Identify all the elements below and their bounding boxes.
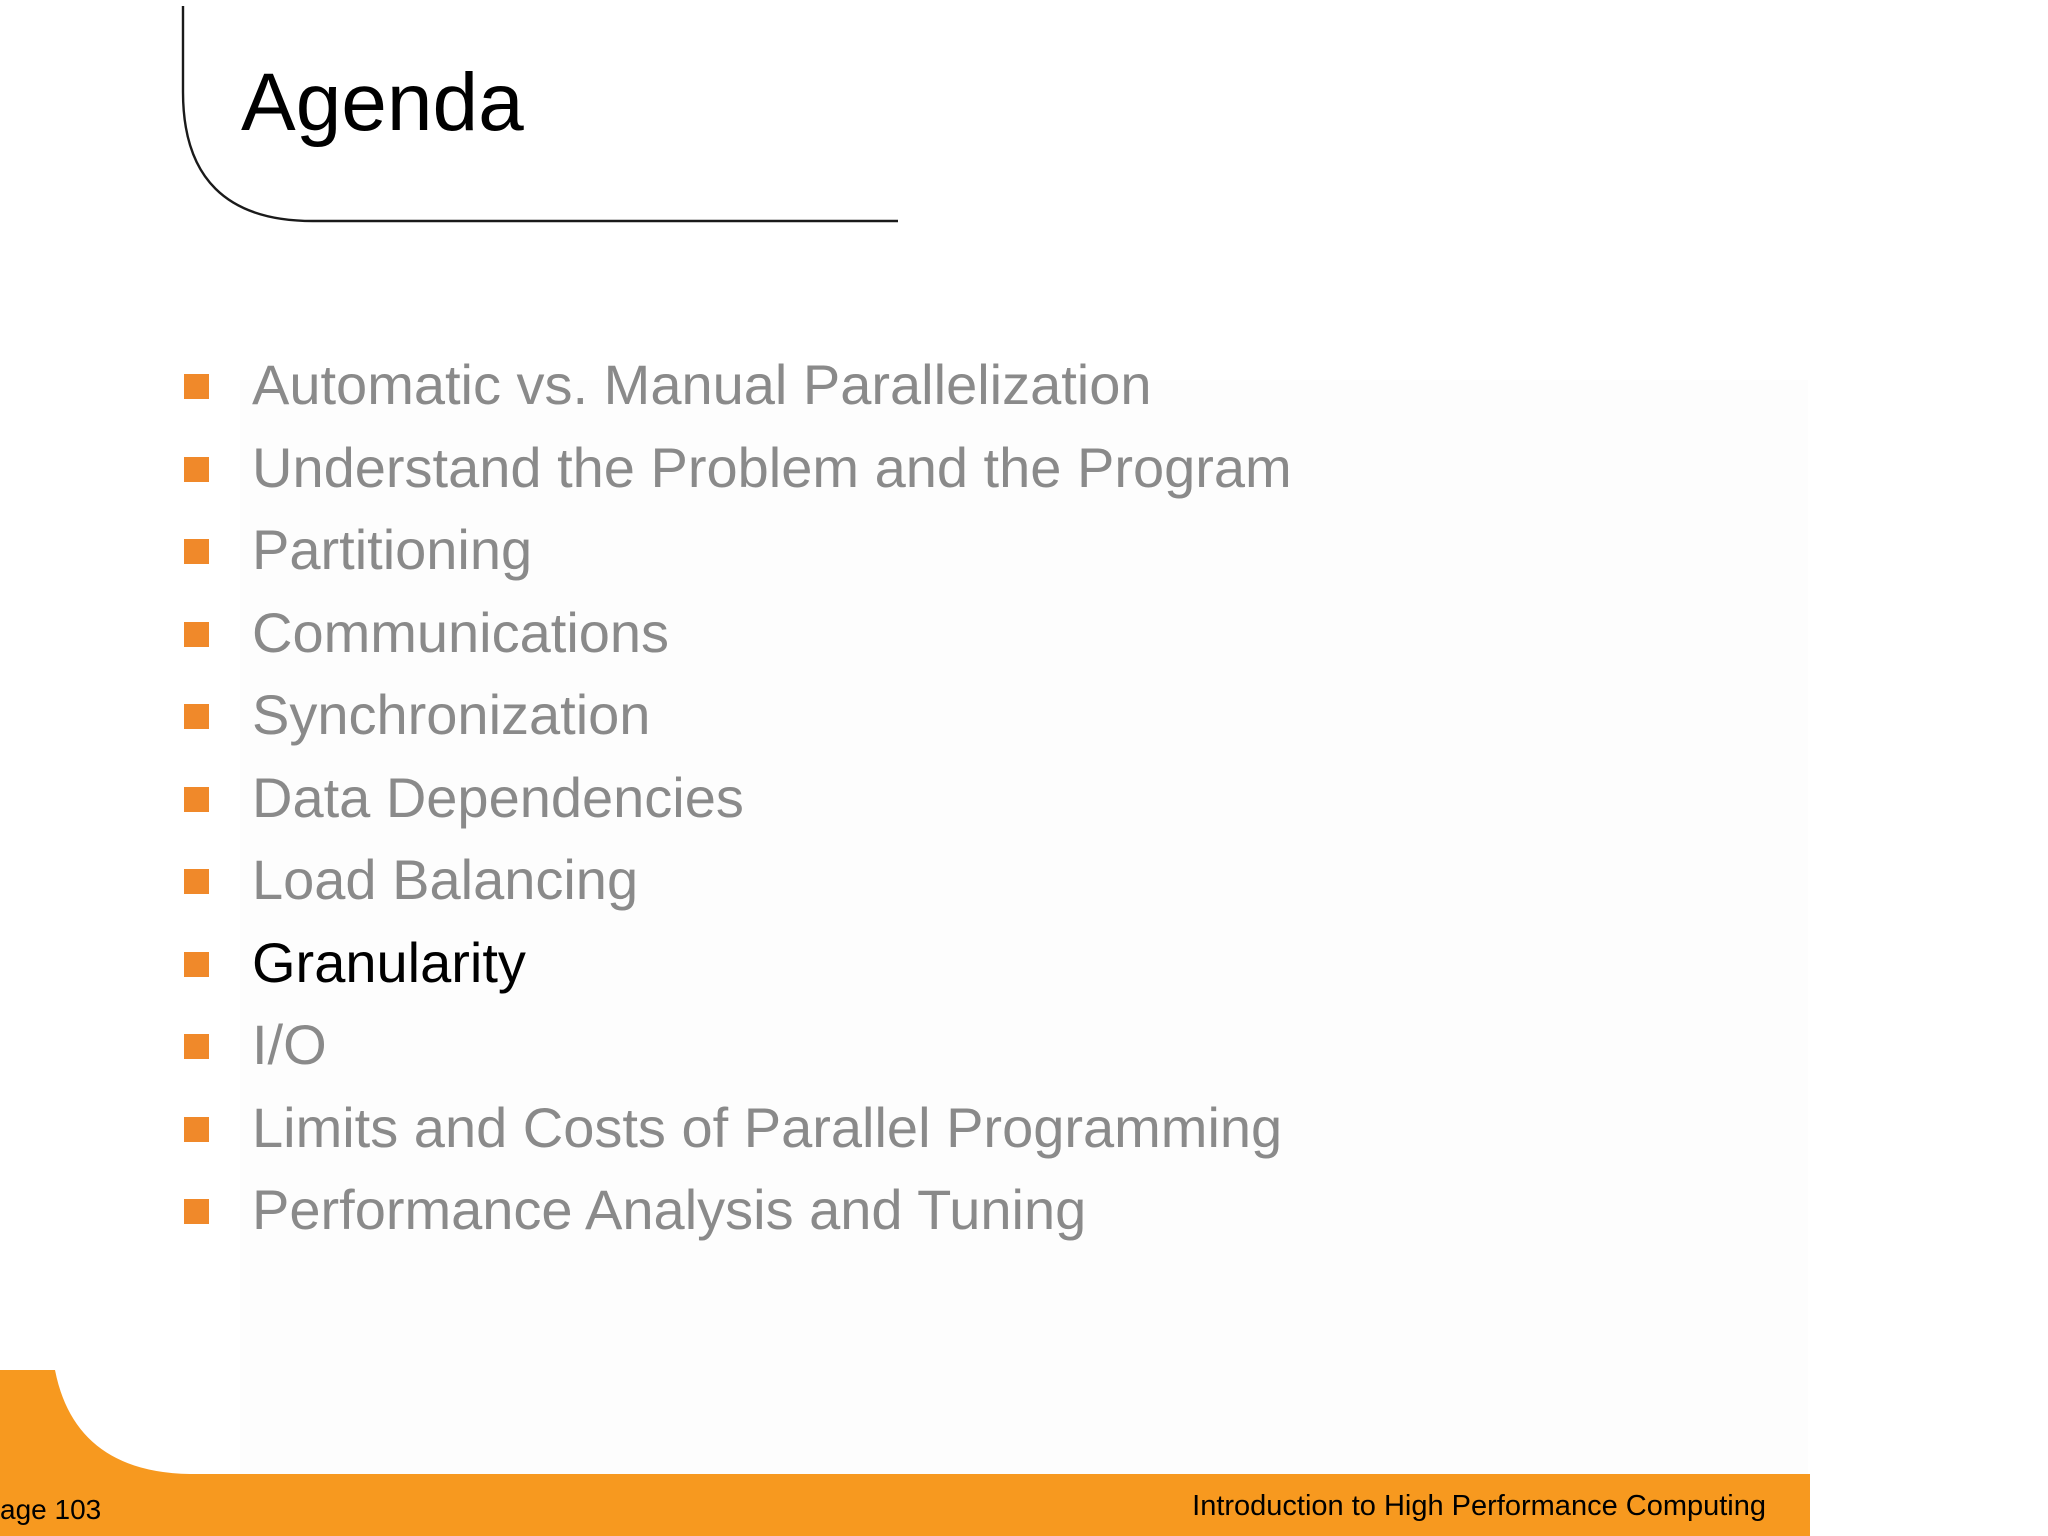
square-bullet-icon	[184, 787, 209, 812]
agenda-item-label: Load Balancing	[252, 848, 639, 911]
square-bullet-icon	[184, 952, 209, 977]
square-bullet-icon	[184, 457, 209, 482]
square-bullet-icon	[184, 1034, 209, 1059]
agenda-item-label: Performance Analysis and Tuning	[252, 1178, 1087, 1241]
course-title: Introduction to High Performance Computing	[1192, 1490, 1766, 1522]
square-bullet-icon	[184, 704, 209, 729]
agenda-item-label: Data Dependencies	[252, 765, 744, 829]
agenda-item-label: Limits and Costs of Parallel Programming	[252, 1095, 1283, 1159]
agenda-item-label: Granularity	[252, 930, 526, 994]
agenda-item-label: Automatic vs. Manual Parallelization	[252, 353, 1152, 416]
agenda-item-label: Understand the Problem and the Program	[252, 435, 1292, 499]
slide-title: Agenda	[241, 57, 524, 148]
square-bullet-icon	[184, 622, 209, 647]
agenda-item-label: I/O	[252, 1013, 327, 1076]
square-bullet-icon	[184, 869, 209, 894]
page-number: age 103	[0, 1494, 102, 1525]
square-bullet-icon	[184, 539, 209, 564]
agenda-item-label: Communications	[252, 600, 670, 664]
agenda-item-label: Synchronization	[252, 683, 651, 746]
square-bullet-icon	[184, 1117, 209, 1142]
agenda-item-label: Partitioning	[252, 518, 533, 581]
square-bullet-icon	[184, 1199, 209, 1224]
square-bullet-icon	[184, 374, 209, 399]
